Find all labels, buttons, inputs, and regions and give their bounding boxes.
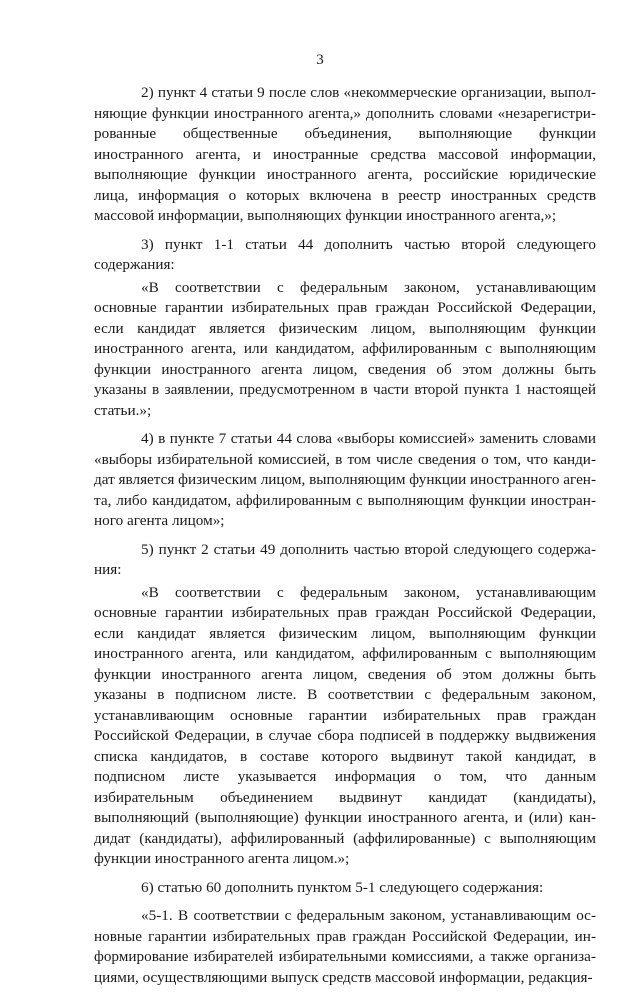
paragraph-quote-6: «5-1. В соответствии с федеральным законом, устанавливающим основные гарантии избирательных прав граждан Российской Федерации, информирование избирателей избирательными комиссиями, а также организациями, осуществляющими выпуск средств массовой информации, редакция- bbox=[94, 907, 596, 986]
page-number: 3 bbox=[316, 52, 324, 68]
paragraph-item-5: 5) пункт 2 статьи 49 дополнить частью второй следующего содержания: bbox=[94, 540, 596, 578]
document-body bbox=[94, 83, 596, 996]
paragraph-item-6: 6) статью 60 дополнить пунктом 5-1 следующего содержания: bbox=[141, 878, 544, 896]
paragraph-quote-3: «В соответствии с федеральным законом, устанавливающим основные гарантии избирательных прав граждан Российской Федерации, если кандидат является физическим лицом, выполняющим функции иностранного агента, или кандидатом, аффилированным с выполняющим функции иностранного агента лицом, сведения об этом должны быть указаны в заявлении, предусмотренном в части второй пункта 1 настоящей статьи.»; bbox=[94, 278, 596, 419]
paragraph-quote-5: «В соответствии с федеральным законом, устанавливающим основные гарантии избирательных прав граждан Российской Федерации, если кандидат является физическим лицом, выполняющим функции иностранного агента, или кандидатом, аффилированным с выполняющим функции иностранного агента лицом, сведения об этом должны быть указаны в подписном листе. В соответствии с федеральным законом, устанавливающим основные гарантии избирательных прав граждан Российской Федерации, в случае сбора подписей в поддержку выдвижения списка кандидатов, в составе которого выдвинут такой кандидат, в подписном листе указывается информация о том, что данным избирательным объединением выдвинут кандидат (кандидаты), выполняющий (выполняющие) функции иностранного агента, и (или) кандидат (кандидаты), аффилированный (аффилированные) с выполняющим функции иностранного агента лицом.»; bbox=[94, 583, 596, 867]
paragraph-item-2: 2) пункт 4 статьи 9 после слов «некоммерческие организации, выполняющие функции иностранного агента,» дополнить словами «незарегистрированные общественные объединения, выполняющие функции иностранного агента, и иностранные средства массовой информации, выполняющие функции иностранного агента, российские юридические лица, информация о которых включена в реестр иностранных средств массовой информации, выполняющих функции иностранного агента,»; bbox=[94, 84, 596, 224]
paragraph-item-4: 4) в пункте 7 статьи 44 слова «выборы комиссией» заменить словами «выборы избирательной комиссией, в том числе сведения о том, что кандидат является физическим лицом, выполняющим функции иностранного агента, либо кандидатом, аффилированным с выполняющим функции иностранного агента лицом»; bbox=[94, 430, 596, 529]
paragraph-item-3: 3) пункт 1-1 статьи 44 дополнить частью второй следующего содержания: bbox=[94, 235, 596, 273]
